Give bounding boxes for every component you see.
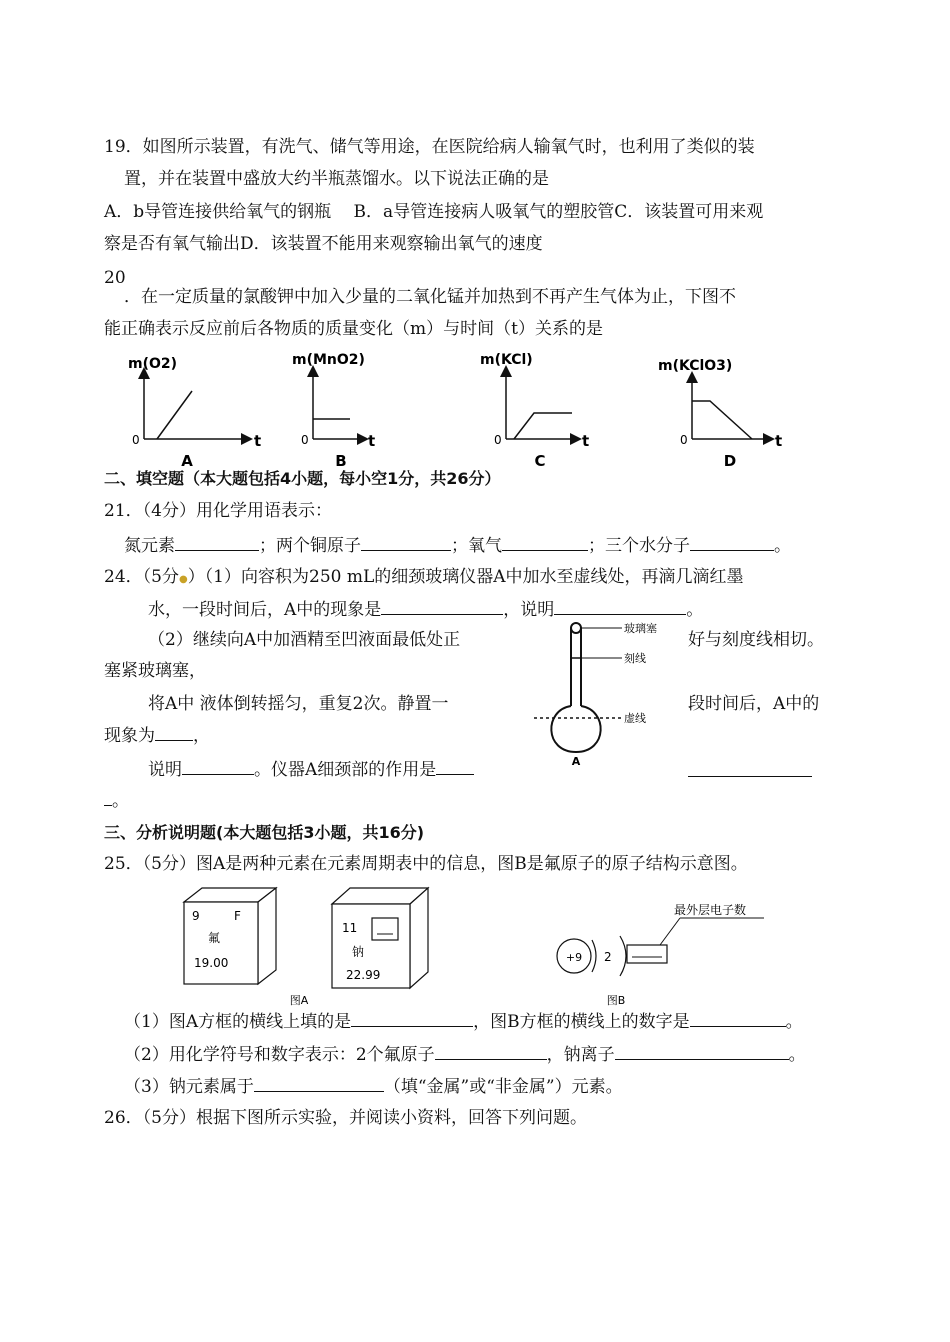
q25-blank-4[interactable] <box>615 1043 789 1060</box>
svg-text:t: t <box>582 432 590 450</box>
element-card-fluorine <box>184 888 276 984</box>
svg-text:氟: 氟 <box>208 931 221 945</box>
graph-a-curve <box>157 391 192 439</box>
section-3-heading: 三、分析说明题(本大题包括3小题，共16分) <box>104 823 425 842</box>
outer-electron-box[interactable] <box>627 945 667 963</box>
svg-text:22.99: 22.99 <box>346 968 381 982</box>
q24-line8: 。 <box>104 789 129 812</box>
graph-d-ylabel: m(KClO3) <box>658 358 733 374</box>
section-2-heading: 二、填空题（本大题包括4小题，每小空1分，共26分） <box>104 469 501 488</box>
svg-text:F: F <box>234 909 241 923</box>
svg-text:0: 0 <box>301 433 309 447</box>
q25-blank-3[interactable] <box>435 1043 547 1060</box>
q21-blank-2[interactable] <box>361 534 451 551</box>
graph-d-letter: D <box>723 452 737 470</box>
q20-line2: 能正确表示反应前后各物质的质量变化（m）与时间（t）关系的是 <box>104 319 603 339</box>
q24-blank-3[interactable] <box>155 724 193 741</box>
flask-figure <box>530 614 670 770</box>
q20-number: 20 <box>104 268 126 288</box>
label-fig-b: 图B <box>606 994 626 1007</box>
label-mark: 刻线 <box>624 652 646 665</box>
graph-c-ylabel: m(KCl) <box>480 352 533 368</box>
q19-options-line2: 察是否有氧气输出D．该装置不能用来观察输出氧气的速度 <box>104 234 543 254</box>
q24-blank-6[interactable] <box>688 776 812 777</box>
q20-line1: ．在一定质量的氯酸钾中加入少量的二氧化锰并加热到不再产生气体为止，下图不 <box>124 287 736 307</box>
flask-stopper-icon <box>571 623 581 633</box>
q21-line2: 氮元素 ；两个铜原子 ；氧气 ；三个水分子 。 <box>124 536 791 556</box>
graph-d <box>658 358 782 470</box>
q25-sub3: （3）钠元素属于 （填“金属”或“非金属”）元素。 <box>124 1077 623 1097</box>
svg-text:19.00: 19.00 <box>194 956 229 970</box>
svg-text:t: t <box>254 432 262 450</box>
q24-blank-5[interactable] <box>436 758 474 775</box>
q24-blank-7[interactable] <box>104 789 112 806</box>
svg-text:钠: 钠 <box>352 945 365 959</box>
graph-c-letter: C <box>534 452 546 470</box>
q24-line7: 说明 。仪器A细颈部的作用是 <box>148 758 474 781</box>
graph-c <box>480 352 589 470</box>
graph-d-curve <box>692 401 752 439</box>
q19-line2: 置，并在装置中盛放大约半瓶蒸馏水。以下说法正确的是 <box>124 169 549 189</box>
q24-line5a: 将A中 液体倒转摇匀，重复2次。静置一 <box>148 694 449 714</box>
svg-text:9: 9 <box>192 909 200 923</box>
label-dashed: 虚线 <box>624 712 646 725</box>
graph-a <box>128 356 261 470</box>
q25-sub2: （2）用化学符号和数字表示：2个氟原子 ，钠离子 。 <box>124 1045 806 1065</box>
q19-options-line1: A．b导管连接供给氧气的钢瓶 B．a导管连接病人吸氧气的塑胶管C．该装置可用来观 <box>104 202 764 222</box>
q24-blank-1[interactable] <box>381 598 503 615</box>
q24-blank-4[interactable] <box>182 758 254 775</box>
q26-line1: 26．（5分）根据下图所示实验，并阅读小资料，回答下列问题。 <box>104 1108 587 1128</box>
q24-line4: 塞紧玻璃塞， <box>104 661 206 681</box>
q25-sub1: （1）图A方框的横线上填的是 ，图B方框的横线上的数字是 。 <box>124 1012 803 1032</box>
q21-line1: 21．（4分）用化学用语表示： <box>104 501 332 521</box>
q24-line1: 24．（5分●）（1）向容积为250 mL的细颈玻璃仪器A中加水至虚线处，再滴几滴红墨 <box>104 567 744 587</box>
q25-blank-5[interactable] <box>254 1075 384 1092</box>
q19-line1: 19．如图所示装置，有洗气、储气等用途，在医院给病人输氧气时，也利用了类似的装 <box>104 137 755 157</box>
svg-text:+9: +9 <box>565 951 583 964</box>
sodium-symbol-box[interactable] <box>372 918 398 940</box>
flask-neck <box>571 628 581 706</box>
flask-bulb <box>551 706 600 752</box>
graph-a-ylabel: m(O2) <box>128 356 178 372</box>
q25-blank-1[interactable] <box>351 1010 473 1027</box>
q24-line3b: 好与刻度线相切。 <box>688 630 824 650</box>
label-outer-electrons: 最外层电子数 <box>674 903 747 917</box>
q24-line3a: （2）继续向A中加酒精至凹液面最低处正 <box>148 630 461 650</box>
graph-b <box>292 352 375 470</box>
q21-blank-4[interactable] <box>690 534 774 551</box>
element-card-sodium <box>332 888 428 988</box>
graph-b-ylabel: m(MnO2) <box>292 352 365 368</box>
q21-blank-3[interactable] <box>502 534 588 551</box>
graph-c-curve <box>514 413 572 439</box>
q25-blank-2[interactable] <box>690 1010 786 1027</box>
q24-line2: 水，一段时间后，A中的现象是 ，说明 。 <box>148 600 704 620</box>
label-fig-a: 图A <box>289 994 309 1007</box>
q20-graphs <box>104 348 804 473</box>
q21-blank-1[interactable] <box>175 534 259 551</box>
q24-line6: 现象为 ， <box>104 726 210 746</box>
svg-text:t: t <box>368 432 376 450</box>
svg-text:0: 0 <box>494 433 502 447</box>
svg-text:11: 11 <box>342 921 358 935</box>
svg-text:0: 0 <box>132 433 140 447</box>
flask-letter: A <box>571 755 581 768</box>
svg-text:0: 0 <box>680 433 688 447</box>
q24-dot: ● <box>178 574 188 585</box>
graph-b-letter: B <box>335 452 347 470</box>
q25-line1: 25．（5分）图A是两种元素在元素周期表中的信息，图B是氟原子的原子结构示意图。 <box>104 854 748 874</box>
q24-blank-2[interactable] <box>554 598 686 615</box>
fluorine-atom-diagram <box>557 902 764 976</box>
q24-line5b: 段时间后，A中的 <box>688 694 820 714</box>
q25-figures <box>180 884 770 1008</box>
label-stopper: 玻璃塞 <box>624 622 657 635</box>
svg-text:2: 2 <box>604 950 612 964</box>
graph-a-letter: A <box>181 452 193 470</box>
svg-text:t: t <box>775 432 783 450</box>
